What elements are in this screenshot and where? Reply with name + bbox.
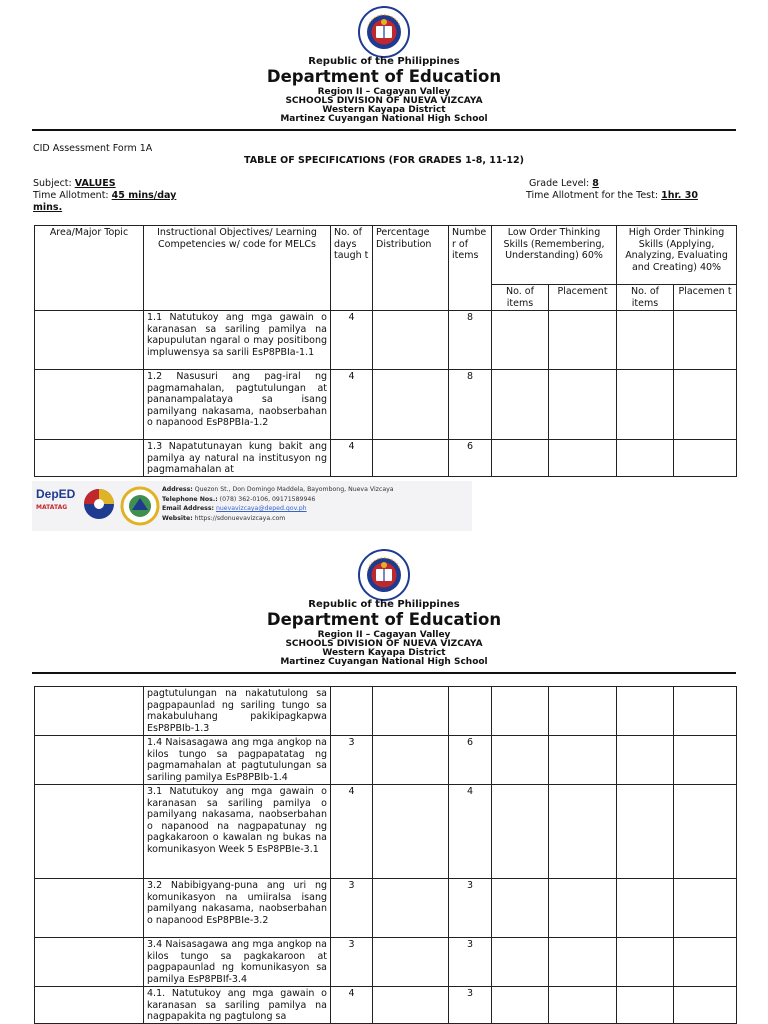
items-cell: 4 [449, 785, 492, 879]
header-hots-placement: Placemen t [674, 285, 737, 311]
objective-cell: 3.2 Nabibigyang-puna ang uri ng komunikasyon na umiiralsa isang pamilyang nakasama, naobserbahan o napanood EsP8PBIe-3.2 [144, 879, 331, 938]
deped-seal-icon [358, 6, 410, 58]
items-cell: 3 [449, 879, 492, 938]
items-cell: 6 [449, 440, 492, 477]
items-cell [449, 687, 492, 736]
table-row [35, 736, 737, 785]
department-title: Department of Education [266, 67, 502, 86]
region-line: Region II – Cagayan Valley [317, 629, 451, 640]
email-link[interactable]: nuevavizcaya@deped.gov.ph [215, 505, 307, 512]
address-line: Address: Quezon St., Don Domingo Maddela, Bayombong, Nueva Vizcaya [162, 486, 394, 493]
region-line: Region II – Cagayan Valley [317, 86, 451, 97]
tos-table-page-2 [34, 686, 737, 1024]
objective-cell: 1.2 Nasusuri ang pag-iral ng pagmamahalan, pagtutulungan at pananampalataya sa isang pamilyang nakasama, naobserbahan o napanood EsP8PBIa-1.2 [144, 370, 331, 440]
allotment-label: Time Allotment: [33, 190, 109, 201]
allotment-value-cont: mins. [33, 202, 63, 213]
test-allotment-value: 1hr. 30 [661, 190, 698, 201]
table-row [35, 785, 737, 879]
days-cell: 4 [331, 785, 373, 879]
table-row [35, 687, 737, 736]
header-area: Area/Major Topic [35, 226, 144, 311]
table-row [35, 440, 737, 477]
grade-value: 8 [592, 178, 599, 189]
objective-cell: 4.1. Natutukoy ang mga gawain o karanasan sa sariling pamilya na nagpapakita ng pagtulong sa [147, 988, 327, 1022]
website-link[interactable]: https://sdonuevavizcaya.com [194, 514, 286, 522]
table-row [35, 311, 737, 370]
header-lots-placement: Placement [549, 285, 617, 311]
subject-field [33, 178, 116, 189]
days-cell: 4 [331, 370, 373, 440]
objective-cell: 3.1 Natutukoy ang mga gawain o karanasan sa sariling pamilya o pamilyang nakasama, naobserbahan o napanood na nagpapatunay ng pagkakaroon o kawalan ng bukas na komunikasyon Week 5 EsP8PBIe-3.1 [144, 785, 331, 879]
header-rule [32, 129, 736, 131]
header-items: Numbe r of items [449, 226, 492, 311]
days-cell: 3 [331, 736, 373, 785]
objective-cell: 1.3 Napatutunayan kung bakit ang pamilya ay natural na institusyon ng pagmamahalan at [147, 441, 327, 475]
website-line: Website: https://sdonuevavizcaya.com [162, 514, 286, 522]
form-title: TABLE OF SPECIFICATIONS (FOR GRADES 1-8, 11-12) [244, 155, 524, 166]
table-row [35, 879, 737, 938]
form-code: CID Assessment Form 1A [33, 143, 153, 154]
letterhead [0, 600, 768, 667]
header-percentage: Percentage Distribution [373, 226, 449, 311]
contact-info [162, 485, 394, 523]
items-cell: 6 [449, 736, 492, 785]
district-line: Western Kayapa District [322, 647, 446, 658]
days-cell: 3 [331, 879, 373, 938]
days-cell: 3 [331, 938, 373, 987]
republic-line: Republic of the Philippines [308, 599, 460, 610]
bagong-pilipinas-logo-icon [82, 487, 116, 525]
days-cell [331, 687, 373, 736]
division-line: SCHOOLS DIVISION OF NUEVA VIZCAYA [285, 638, 483, 649]
matatag-logo-text: MATATAG [36, 504, 68, 511]
header-hots: High Order Thinking Skills (Applying, Analyzing, Evaluating and Creating) 40% [617, 226, 737, 285]
letterhead-footer [32, 481, 472, 531]
department-title: Department of Education [266, 610, 502, 629]
items-cell: 3 [449, 987, 492, 1024]
subject-label: Subject: [33, 178, 72, 189]
allotment-value: 45 mins/day [111, 190, 177, 201]
letterhead [0, 57, 768, 124]
republic-line: Republic of the Philippines [308, 56, 460, 67]
subject-value: VALUES [74, 178, 116, 189]
days-cell: 4 [331, 440, 373, 477]
objective-cell: 1.1 Natutukoy ang mga gawain o karanasan sa sariling pamilya na kapupulutan ngaral o may positibong impluwensya sa sarili EsP8PBIa-1.1 [144, 311, 331, 370]
days-cell: 4 [331, 987, 373, 1024]
school-line: Martinez Cuyangan National High School [280, 656, 488, 667]
table-row [35, 987, 737, 1024]
allotment-field [33, 190, 176, 201]
objective-cell: 3.4 Naisasagawa ang mga angkop na kilos tungo sa pagkakaroon at pagpapaunlad ng komunikasyon sa pamilya EsP8PBIf-3.4 [144, 938, 331, 987]
items-cell: 8 [449, 370, 492, 440]
deped-logo-text: DepED [36, 487, 76, 501]
header-hots-no-items: No. of items [617, 285, 674, 311]
objective-cell: pagtutulungan na nakatutulong sa pagpapaunlad ng sariling tungo sa makabuluhang pakikipagkapwa EsP8PBIb-1.3 [144, 687, 331, 736]
header-lots-no-items: No. of items [492, 285, 549, 311]
header-rule [32, 672, 736, 674]
district-line: Western Kayapa District [322, 104, 446, 115]
test-allotment-label: Time Allotment for the Test: [526, 190, 659, 201]
header-lots: Low Order Thinking Skills (Remembering, Understanding) 60% [492, 226, 617, 285]
deped-matatag-logo [36, 487, 78, 525]
grade-label: Grade Level: [529, 178, 590, 189]
header-objectives: Instructional Objectives/ Learning Competencies w/ code for MELCs [144, 226, 331, 311]
days-cell: 4 [331, 311, 373, 370]
tos-table-page-1 [34, 225, 737, 477]
division-seal-icon [120, 486, 160, 526]
test-allotment-field [526, 190, 698, 201]
email-line: Email Address: nuevavizcaya@deped.gov.ph [162, 505, 307, 512]
phone-line: Telephone Nos.: (078) 362-0106, 09171589946 [162, 495, 316, 503]
objective-cell: 1.4 Naisasagawa ang mga angkop na kilos tungo sa pagpapatatag ng pagmamahalan at pagtutulungan sa sariling pamilya EsP8PBIb-1.4 [144, 736, 331, 785]
table-row [35, 938, 737, 987]
items-cell: 8 [449, 311, 492, 370]
items-cell: 3 [449, 938, 492, 987]
table-row [35, 370, 737, 440]
division-line: SCHOOLS DIVISION OF NUEVA VIZCAYA [285, 95, 483, 106]
grade-field [529, 178, 599, 189]
header-days: No. of days taugh t [331, 226, 373, 311]
deped-seal-icon [358, 549, 410, 601]
school-line: Martinez Cuyangan National High School [280, 113, 488, 124]
